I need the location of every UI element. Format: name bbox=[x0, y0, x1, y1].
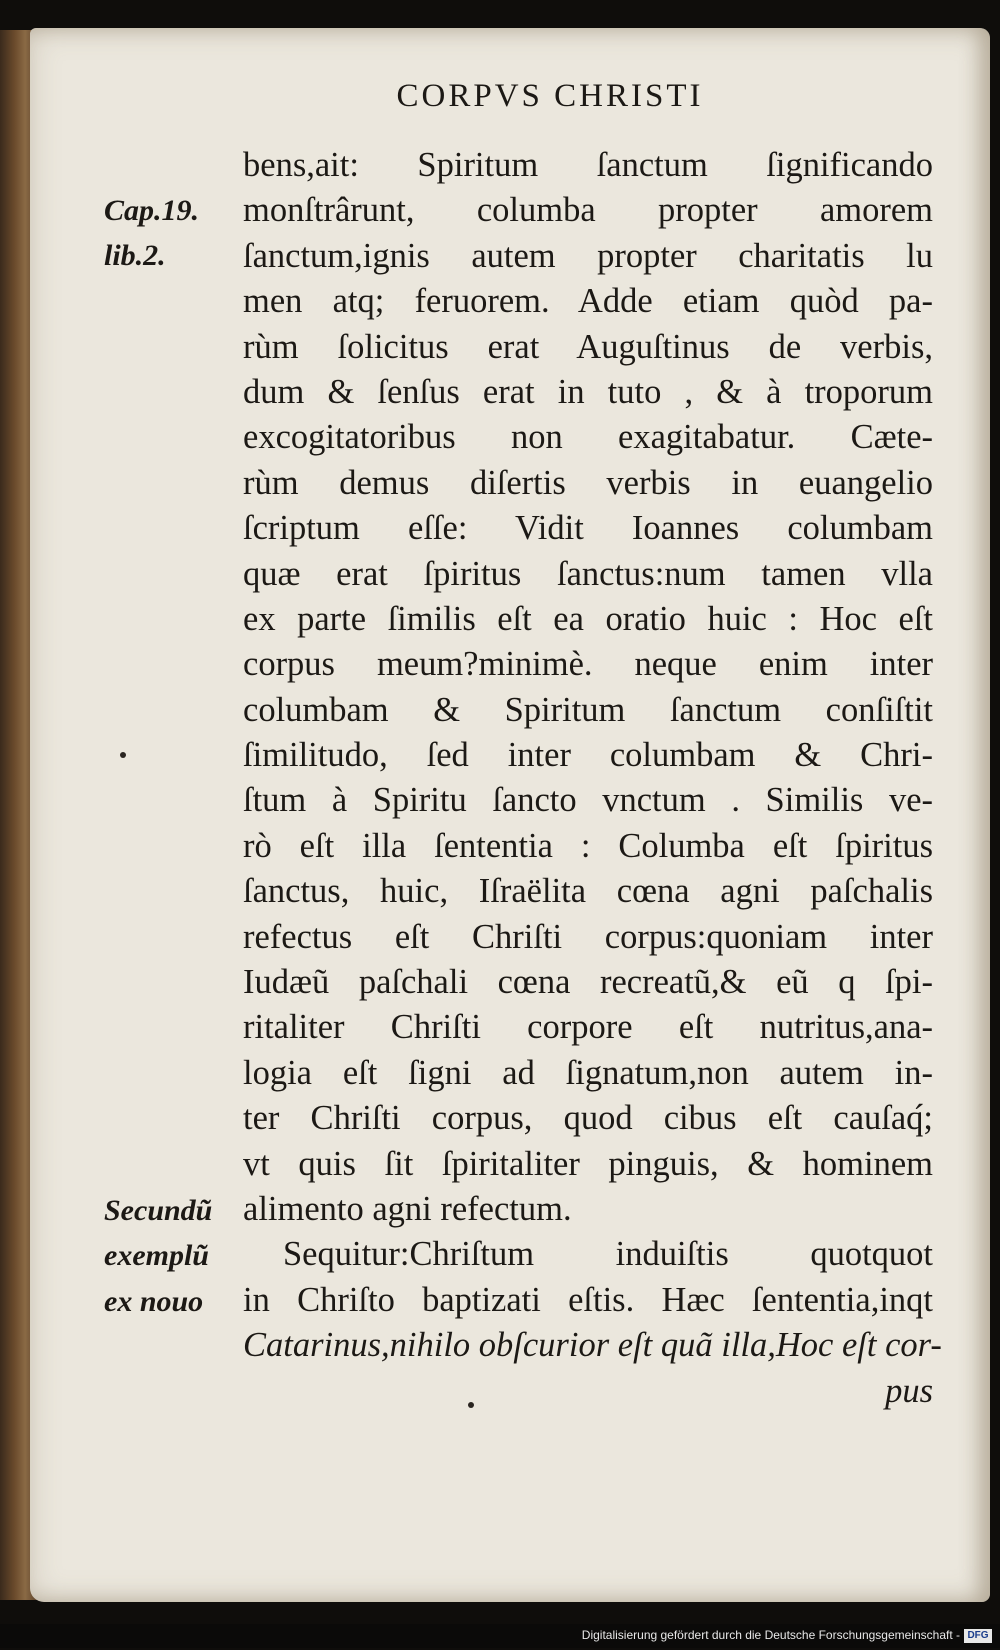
text-line: Catarinus,nihilo obſcurior eſt quã illa,Hoc eſt cor- bbox=[243, 1326, 942, 1365]
text-line: bens,ait: Spiritum ſanctum ſignificando bbox=[243, 146, 933, 184]
margin-note-second-example bbox=[104, 1188, 244, 1324]
ink-speck bbox=[120, 752, 126, 758]
text-line: rùm demus diſertis verbis in euangelio bbox=[243, 463, 933, 502]
text-line: Sequitur:Chriſtum induiſtis quotquot bbox=[283, 1235, 933, 1274]
text-line: columbam & Spiritum ſanctum conſiſtit bbox=[243, 690, 933, 729]
margin-note-chapter-reference bbox=[104, 188, 244, 279]
footer-bar bbox=[0, 1624, 1000, 1648]
running-header: CORPVS CHRISTI bbox=[396, 78, 704, 114]
text-line: vt quis ſit ſpiritaliter pinguis, & hominem bbox=[243, 1144, 933, 1183]
text-line: ter Chriſti corpus, quod cibus eſt cauſaq́; bbox=[243, 1099, 933, 1138]
text-line: excogitatoribus non exagitabatur. Cæte- bbox=[243, 418, 933, 457]
text-line: ex parte ſimilis eſt ea oratio huic : Hoc eſt bbox=[243, 599, 933, 638]
text-line: rò eſt illa ſententia : Columba eſt ſpiritus bbox=[243, 826, 933, 865]
margin-note-line: Cap.19. bbox=[104, 194, 200, 227]
main-text-block bbox=[243, 143, 942, 1414]
text-line: logia eſt ſigni ad ſignatum,non autem in- bbox=[243, 1053, 933, 1092]
margin-note-line: ex nouo bbox=[104, 1284, 204, 1318]
text-line: ſcriptum eſſe: Vidit Ioannes columbam bbox=[243, 509, 933, 548]
text-line: monſtrârunt, columba propter amorem bbox=[243, 191, 933, 230]
margin-note-line: lib.2. bbox=[104, 239, 166, 273]
text-line: ſimilitudo, ſed inter columbam & Chri- bbox=[243, 736, 933, 775]
text-line: ſanctum,ignis autem propter charitatis lu bbox=[243, 236, 933, 275]
text-line: quæ erat ſpiritus ſanctus:num tamen vlla bbox=[243, 554, 933, 593]
digitization-credit: Digitalisierung gefördert durch die Deutsche Forschungsgemeinschaft - bbox=[581, 1628, 960, 1642]
text-line: dum & ſenſus erat in tuto , & à troporum bbox=[243, 372, 933, 411]
dfg-logo-icon: DFG bbox=[964, 1629, 992, 1643]
text-line: men atq; feruorem. Adde etiam quòd pa- bbox=[243, 282, 933, 321]
text-line: Iudæũ paſchali cœna recreatũ,& eũ q ſpi- bbox=[243, 963, 933, 1002]
catchword: pus bbox=[885, 1371, 933, 1410]
text-line: ſtum à Spiritu ſancto vnctum . Similis ve- bbox=[243, 781, 933, 820]
margin-note-line: Secundũ bbox=[104, 1194, 213, 1227]
text-line: refectus eſt Chriſti corpus:quoniam inter bbox=[243, 917, 933, 956]
text-line: rùm ſolicitus erat Auguſtinus de verbis, bbox=[243, 327, 933, 366]
margin-note-line: exemplũ bbox=[104, 1239, 209, 1273]
text-line: ſanctus, huic, Iſraëlita cœna agni paſchalis bbox=[243, 872, 933, 911]
text-line: corpus meum?minimè. neque enim inter bbox=[243, 645, 933, 684]
text-line: in Chriſto baptizati eſtis. Hæc ſententia,inqt bbox=[243, 1280, 933, 1319]
text-line: alimento agni refectum. bbox=[243, 1189, 572, 1228]
text-line: ritaliter Chriſti corpore eſt nutritus,ana- bbox=[243, 1008, 933, 1047]
ink-speck bbox=[468, 1402, 474, 1408]
